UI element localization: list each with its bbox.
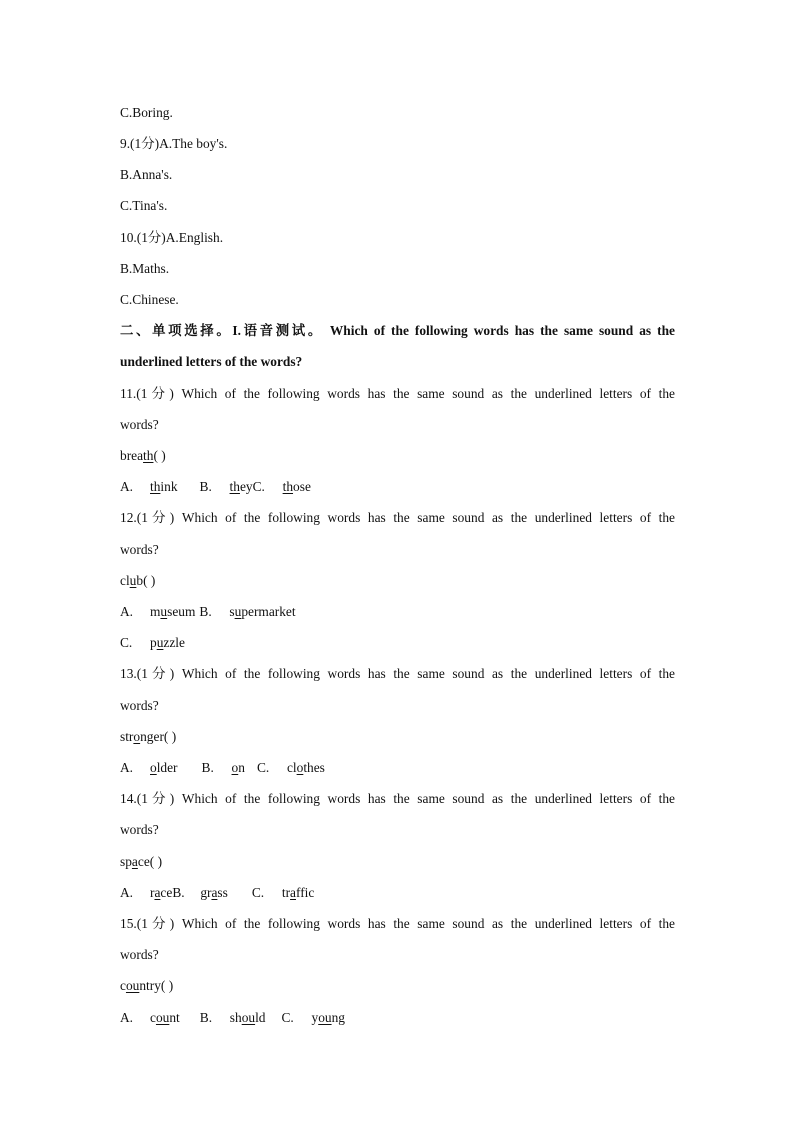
q12-option-c-pre: p: [150, 635, 157, 650]
q10-option-a: A.English.: [165, 230, 224, 245]
q12-option-a-underlined: u: [160, 604, 168, 619]
q11-option-c-label: C.: [252, 479, 265, 494]
q12-blank: ( ): [143, 573, 156, 588]
q13-prompt-tail: words?: [120, 698, 159, 713]
q12-option-c-label: C.: [120, 635, 133, 650]
q14-stem-post: ce: [137, 854, 150, 869]
q14-prompt-tail: words?: [120, 822, 159, 837]
q14-stem-pre: sp: [120, 854, 132, 869]
q15-blank: ( ): [160, 978, 174, 993]
q15-number: 15.: [120, 916, 137, 931]
q13-stem-pre: str: [120, 729, 134, 744]
section-instruction: Which of the following words has the same sound as the: [329, 323, 675, 338]
section-heading-line-2: underlined letters of the words?: [120, 354, 303, 369]
q11-blank: ( ): [153, 448, 166, 463]
q13-stem-underlined: o: [133, 729, 141, 744]
q14-option-c-label: C.: [251, 885, 265, 900]
q13-number: 13.: [120, 666, 137, 681]
q11-option-c-post: ose: [293, 479, 311, 494]
q12-option-a-label: A.: [120, 604, 134, 619]
q12-option-a-pre: m: [150, 604, 161, 619]
q13-option-c-underlined: o: [296, 760, 304, 775]
q10-line: [120, 229, 223, 247]
q11-prompt-tail: words?: [120, 417, 159, 432]
q14-option-b-post: ss: [217, 885, 228, 900]
q11-option-c-underlined: th: [282, 479, 294, 494]
q15-option-b-post: ld: [255, 1010, 266, 1025]
q12-option-b-post: permarket: [241, 604, 296, 619]
q15-options: [120, 1009, 345, 1027]
q11-option-b-label: B.: [199, 479, 212, 494]
q14-option-c-underlined: a: [290, 885, 296, 900]
q12-stem-pre: cl: [120, 573, 130, 588]
q15-stem-post: ntry: [139, 978, 161, 993]
q15-stem: [120, 977, 173, 995]
q15-option-c-pre: y: [311, 1010, 319, 1025]
q9-score: (1分): [130, 136, 160, 151]
q14-option-b-pre: gr: [200, 885, 212, 900]
q15-prompt: [120, 915, 675, 933]
q14-stem: [120, 853, 162, 871]
q13-score: (1分): [136, 666, 175, 681]
q15-option-a-underlined: ou: [155, 1010, 170, 1025]
q12-option-b-label: B.: [199, 604, 212, 619]
q15-stem-underlined: ou: [125, 978, 140, 993]
q15-option-b-pre: sh: [229, 1010, 242, 1025]
q15-prompt-tail: words?: [120, 947, 159, 962]
q15-option-b-underlined: ou: [241, 1010, 256, 1025]
q14-stem-underlined: a: [131, 854, 138, 869]
q11-option-a-underlined: th: [150, 479, 161, 494]
section-heading-line-1: [120, 322, 675, 340]
q13-option-b-post: n: [238, 760, 245, 775]
q11-stem: [120, 447, 166, 465]
q12-option-c-underlined: u: [156, 635, 164, 650]
q12-score: (1分): [136, 510, 175, 525]
q14-option-a-post: ce: [160, 885, 173, 900]
q14-option-a-label: A.: [120, 885, 134, 900]
q14-number: 14.: [120, 791, 137, 806]
q9-option-a: A.The boy's.: [159, 136, 228, 151]
q12-prompt: [120, 509, 675, 527]
q11-stem-pre: brea: [120, 448, 144, 463]
q13-prompt-text: Which of the following words has the same sound as the underlined letters of the: [181, 666, 675, 681]
q15-option-a-pre: c: [150, 1010, 156, 1025]
q13-option-c-post: thes: [303, 760, 325, 775]
q13-option-c-label: C.: [256, 760, 270, 775]
q11-number: 11.: [120, 386, 137, 401]
q12-number: 12.: [120, 510, 137, 525]
q14-option-a-underlined: a: [154, 885, 161, 900]
q12-option-c-post: zzle: [163, 635, 185, 650]
q13-options: [120, 759, 325, 777]
q10-number: 10.: [120, 230, 137, 245]
q13-option-a-underlined: o: [150, 760, 157, 775]
q13-prompt: [120, 665, 675, 683]
q14-option-b-label: B.: [172, 885, 185, 900]
q15-option-a-post: nt: [169, 1010, 180, 1025]
q11-option-a-label: A.: [120, 479, 134, 494]
q15-option-c-underlined: ou: [318, 1010, 332, 1025]
q12-stem-underlined: u: [129, 573, 137, 588]
q15-stem-pre: c: [120, 978, 126, 993]
q11-prompt: [120, 385, 675, 403]
q13-option-b-label: B.: [201, 760, 214, 775]
q12-prompt-tail: words?: [120, 542, 159, 557]
q12-stem: [120, 572, 155, 590]
q10-option-c: C.Chinese.: [120, 292, 179, 307]
q9-option-b: B.Anna's.: [120, 167, 173, 182]
q14-score: (1分): [136, 791, 175, 806]
q9-line: [120, 135, 227, 153]
q13-stem: [120, 728, 176, 746]
q13-option-c-pre: cl: [286, 760, 297, 775]
q8-option-c: C.Boring.: [120, 105, 173, 120]
q15-option-a-label: A.: [120, 1010, 134, 1025]
q14-options: [120, 884, 314, 902]
q9-option-c: C.Tina's.: [120, 198, 168, 213]
q14-option-c-post: ffic: [296, 885, 315, 900]
q14-option-c-pre: tr: [281, 885, 291, 900]
q13-option-a-label: A.: [120, 760, 134, 775]
q10-option-b: B.Maths.: [120, 261, 170, 276]
q12-options-ab: [120, 603, 296, 621]
q11-stem-underlined: th: [143, 448, 154, 463]
q11-option-b-post: ey: [239, 479, 253, 494]
q15-score: (1分): [136, 916, 175, 931]
q9-number: 9.: [120, 136, 131, 151]
q12-option-b-pre: s: [229, 604, 235, 619]
q10-score: (1分): [136, 230, 166, 245]
q13-option-a-post: lder: [156, 760, 178, 775]
q15-prompt-text: Which of the following words has the same sound as the underlined letters of the: [181, 916, 675, 931]
q14-prompt: [120, 790, 675, 808]
q13-option-b-underlined: o: [231, 760, 239, 775]
q12-options-c: [120, 634, 185, 652]
q13-blank: ( ): [163, 729, 177, 744]
q11-prompt-text: Which of the following words has the same sound as the underlined letters of the: [181, 386, 675, 401]
q11-option-b-underlined: th: [229, 479, 240, 494]
q14-option-a-pre: r: [150, 885, 155, 900]
section-label: 二、单项选择。I.语音测试。: [120, 323, 324, 338]
q12-stem-post: b: [136, 573, 144, 588]
q14-option-b-underlined: a: [211, 885, 218, 900]
q11-options: [120, 478, 311, 496]
q11-option-a-post: ink: [160, 479, 178, 494]
q15-option-b-label: B.: [199, 1010, 213, 1025]
q12-prompt-text: Which of the following words has the same sound as the underlined letters of the: [181, 510, 675, 525]
q14-blank: ( ): [149, 854, 163, 869]
q13-stem-post: nger: [140, 729, 164, 744]
q12-option-a-post: seum: [167, 604, 196, 619]
q12-option-b-underlined: u: [234, 604, 242, 619]
q14-prompt-text: Which of the following words has the same sound as the underlined letters of the: [181, 791, 675, 806]
q15-option-c-label: C.: [281, 1010, 294, 1025]
q15-option-c-post: ng: [331, 1010, 345, 1025]
q11-score: (1分): [136, 386, 174, 401]
